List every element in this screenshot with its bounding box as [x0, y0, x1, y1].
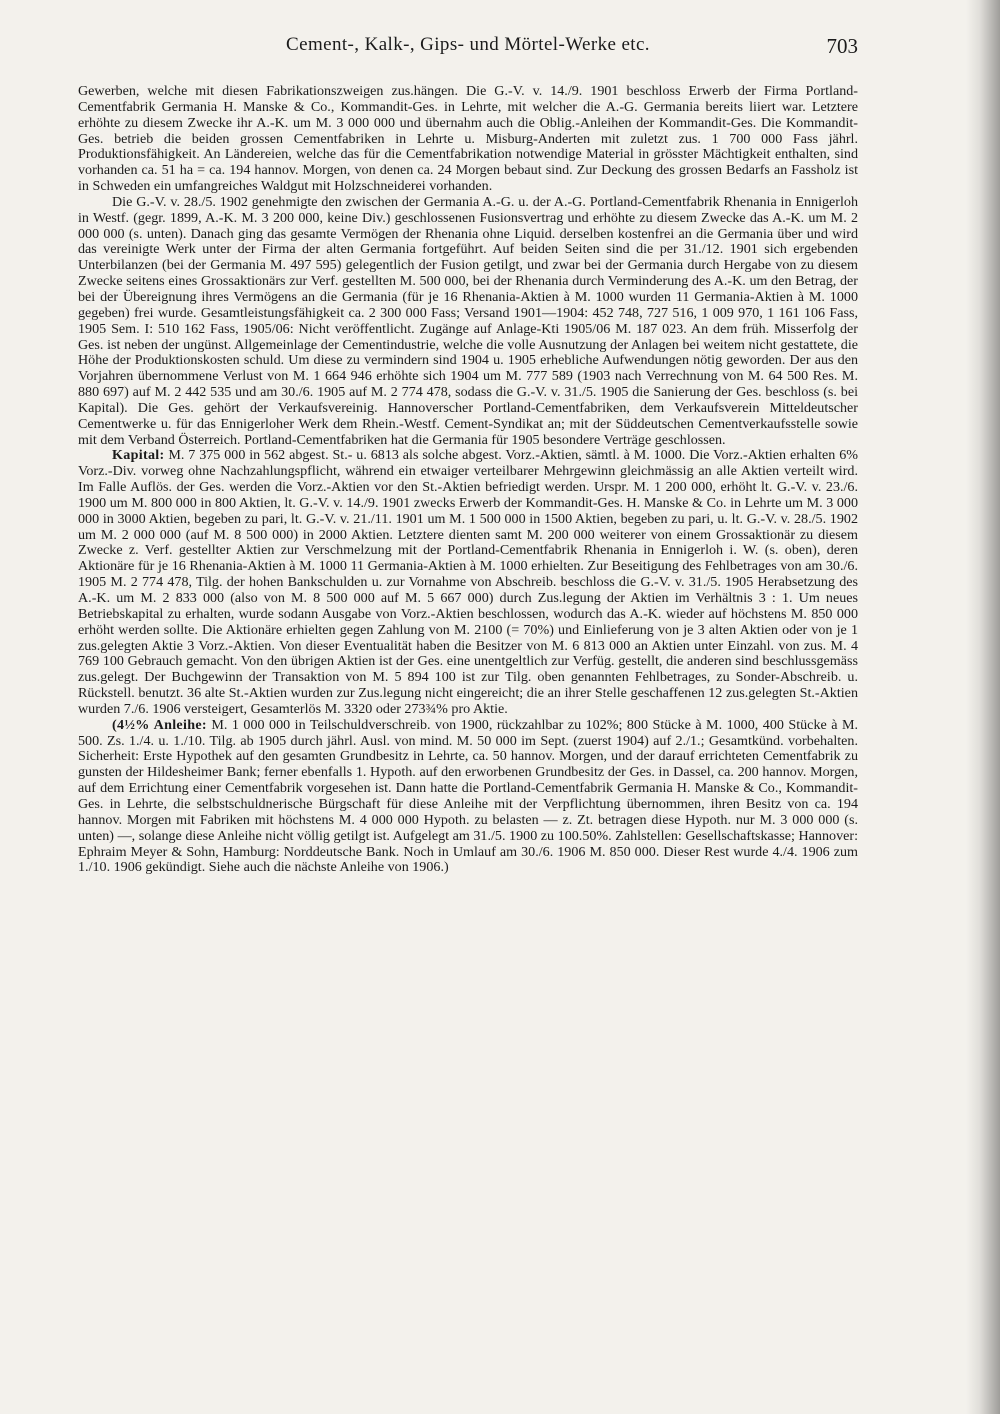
page-edge-shadow: [966, 0, 1000, 1414]
paragraph-kapital: [78, 448, 858, 717]
page-number: 703: [826, 34, 858, 58]
section-heading-anleihe: (4½% Anleihe:: [112, 716, 207, 733]
section-heading-kapital: Kapital:: [112, 447, 165, 464]
paragraph-germania-history: [78, 84, 858, 195]
paragraph-text: Gewerben, welche mit diesen Fabrikationszweigen zus.hängen. Die G.-V. v. 14./9. 1901 beschloss Erwerb der Firma Portland-Cementfabrik Germania H. Manske & Co., Kommandit-Ges. in Lehrte, mit welcher die A.-G. Germania bereits liiert war. Letztere erhöhte zu diesem Zwecke ihr A.-K. um M. 3 000 000 und übernahm auch die Oblig.-Anleihen der Kommandit-Ges. Die Kommandit-Ges. betrieb die beiden grossen Cementfabriken in Lehrte u. Misburg-Anderten mit zuletzt zus. 1 700 000 Fass jährl. Produktionsfähigkeit. An Ländereien, welche das für die Cementfabrikation notwendige Material in grösster Mächtigkeit enthalten, sind vorhanden ca. 51 ha = ca. 194 hannov. Morgen, von denen ca. 24 Morgen bebaut sind. Zur Deckung des grossen Bedarfs an Fassholz ist in Schweden ein umfangreiches Waldgut mit Holzschneiderei vorhanden.: [78, 83, 858, 195]
body-text: [78, 84, 858, 876]
paragraph-fusion-rhenania: [78, 195, 858, 449]
paragraph-text: M. 1 000 000 in Teilschuldverschreib. von 1900, rückzahlbar zu 102%; 800 Stücke à M. 1000, 400 Stücke à M. 500. Zs. 1./4. u. 1./10. Tilg. ab 1905 durch jährl. Ausl. von mind. M. 50 000 im Sept. (zuerst 1904) auf 2./1.; Gesamtkünd. vorbehalten. Sicherheit: Erste Hypothek auf den gesamten Grundbesitz in Lehrte, ca. 50 hannov. Morgen, und der darauf errichteten Cementfabrik zu gunsten der Hildesheimer Bank; ferner ebenfalls 1. Hypoth. auf den erworbenen Grundbesitz der Ges. in Dassel, ca. 200 hannov. Morgen, auf dem Errichtung einer Cementfabrik vorgesehen ist. Dann hatte die Portland-Cementfabrik Germania H. Manske & Co., Kommandit-Ges. in Lehrte, die selbstschuldnerische Bürgschaft für diese Anleihe mit der Verpflichtung übernommen, ihren Besitz von ca. 194 hannov. Morgen mit Fabriken mit höchstens M. 4 000 000 Hypoth. zu belasten — z. Zt. betragen diese Hypoth. nur M. 3 000 000 (s. unten) —, solange diese Anleihe nicht völlig getilgt ist. Aufgelegt am 31./5. 1900 zu 100.50%. Zahlstellen: Gesellschaftskasse; Hannover: Ephraim Meyer & Sohn, Hamburg: Norddeutsche Bank. Noch in Umlauf am 30./6. 1906 M. 850 000. Dieser Rest wurde 4./4. 1906 zum 1./10. 1906 gekündigt. Siehe auch die nächste Anleihe von 1906.): [78, 716, 859, 876]
paragraph-anleihe: [78, 718, 858, 876]
page-header: [78, 34, 858, 64]
running-title: Cement-, Kalk-, Gips- und Mörtel-Werke etc.: [286, 34, 650, 55]
paragraph-text: Die G.-V. v. 28./5. 1902 genehmigte den zwischen der Germania A.-G. u. der A.-G. Portland-Cementfabrik Rhenania in Ennigerloh in Westf. (gegr. 1899, A.-K. M. 3 200 000, keine Div.) geschlossenen Fusionsvertrag und erhöhte zu diesem Zwecke das A.-K. um M. 2 000 000 (s. unten). Danach ging das gesamte Vermögen der Rhenania ohne Liquid. derselben kostenfrei an die Germania über und wird das vereinigte Werk unter der Firma der alten Germania fortgeführt. Auf beiden Seiten sind die per 31./12. 1901 sich ergebenden Unterbilanzen (bei der Germania M. 497 595) gelegentlich der Fusion getilgt, und zwar bei der Germania durch Hergabe von zu diesem Zwecke seitens eines Grossaktionärs zur Verf. gestellten M. 500 000, bei der Rhenania durch Verminderung des A.-K. um den Betrag, der bei der Übereignung ihres Vermögens an die Germania (für je 16 Rhenania-Aktien à M. 1000 wurden 11 Germania-Aktien à M. 1000 gegeben) frei wurde. Gesamtleistungsfähigkeit ca. 2 300 000 Fass; Versand 1901—1904: 452 748, 727 516, 1 009 970, 1 161 106 Fass, 1905 Sem. I: 510 162 Fass, 1905/06: Nicht veröffentlicht. Zugänge auf Anlage-Kti 1905/06 M. 187 023. An dem früh. Misserfolg der Ges. ist neben der ungünst. Allgemeinlage der Cementindustrie, welche die volle Ausnutzung der Anlagen bei weitem nicht gestattete, die Höhe der Produktionskosten schuld. Um diese zu vermindern sind 1904 u. 1905 erhebliche Aufwendungen nötig geworden. Der aus den Vorjahren übernommene Verlust von M. 1 664 946 erhöhte sich 1904 um M. 777 589 (1903 nach Verrechnung von M. 64 500 Res. M. 880 697) auf M. 2 442 535 und am 30./6. 1905 auf M. 2 774 478, sodass die G.-V. v. 31./5. 1905 die Sanierung der Ges. beschloss (s. bei Kapital). Die Ges. gehört der Verkaufsvereinig. Hannoverscher Portland-Cementfabriken, dem Verkaufsverein Mitteldeutscher Cementwerke u. für das Ennigerloher Werk dem Rhein.-Westf. Cement-Syndikat an; mit der Süddeutschen Cementverkaufsstelle sowie mit dem Verband Österreich. Portland-Cementfabriken hat die Germania für 1905 besondere Verträge geschlossen.: [78, 193, 858, 448]
paragraph-text: M. 7 375 000 in 562 abgest. St.- u. 6813 als solche abgest. Vorz.-Aktien, sämtl. à M. 1000. Die Vorz.-Aktien erhalten 6% Vorz.-Div. vorweg ohne Nachzahlungspflicht, während ein etwaiger verteilbarer Mehrgewinn gleichmässig an alle Aktien verteilt wird. Im Falle Auflös. der Ges. werden die Vorz.-Aktien vor den St.-Aktien befriedigt werden. Urspr. M. 1 200 000, erhöht lt. G.-V. v. 23./6. 1900 um M. 800 000 in 800 Aktien, lt. G.-V. v. 14./9. 1901 zwecks Erwerb der Kommandit-Ges. H. Manske & Co. in Lehrte um M. 3 000 000 in 3000 Aktien, begeben zu pari, lt. G.-V. v. 21./11. 1901 um M. 1 500 000 in 1500 Aktien, begeben zu pari, u. lt. G.-V. v. 28./5. 1902 um M. 2 000 000 (auf M. 8 500 000) in 2000 Aktien. Letztere dienten samt M. 200 000 weiterer von einem Grossaktionär zu diesem Zwecke z. Verf. gestellter Aktien zur Verschmelzung mit der Portland-Cementfabrik Rhenania in Ennigerloh i. W. (s. oben), deren Aktionäre für je 16 Rhenania-Aktien à M. 1000 11 Germania-Aktien à M. 1000 erhielten. Zur Beseitigung des Fehlbetrages von am 30./6. 1905 M. 2 774 478, Tilg. der hohen Bankschulden u. zur Vornahme von Abschreib. beschloss die G.-V. v. 31./5. 1905 Herabsetzung des A.-K. um M. 2 833 000 (also von M. 8 500 000 auf M. 5 667 000) durch Zus.legung der Aktien im Verhältnis 3 : 1. Um neues Betriebskapital zu erhalten, wurde sodann Ausgabe von Vorz.-Aktien beschlossen, wodurch das A.-K. wieder auf höchstens M. 850 000 erhöht werden sollte. Die Aktionäre erhielten gegen Zahlung von M. 2100 (= 70%) und Einlieferung von je 3 alten Aktien oder von je 1 zus.gelegten Aktie 3 Vorz.-Aktien. Von dieser Eventualität haben die Besitzer von M. 6 813 000 an Aktien unter Einzahl. von zus. M. 4 769 100 Gebrauch gemacht. Von den übrigen Aktien ist der Ges. eine unentgeltlich zur Verfüg. gestellt, die anderen sind beschlussgemäss zus.gelegt. Der Buchgewinn der Transaktion von M. 5 894 100 ist zur Tilg. oben genannten Fehlbetrages, zu Sonder-Abschreib. u. Rückstell. benutzt. 36 alte St.-Aktien wurden zur Zus.legung nicht eingereicht; die an ihrer Stelle geschaffenen 12 zus.gelegten St.-Aktien wurden 7./6. 1906 versteigert, Gesamterlös M. 3320 oder 273¾% pro Aktie.: [78, 447, 858, 717]
